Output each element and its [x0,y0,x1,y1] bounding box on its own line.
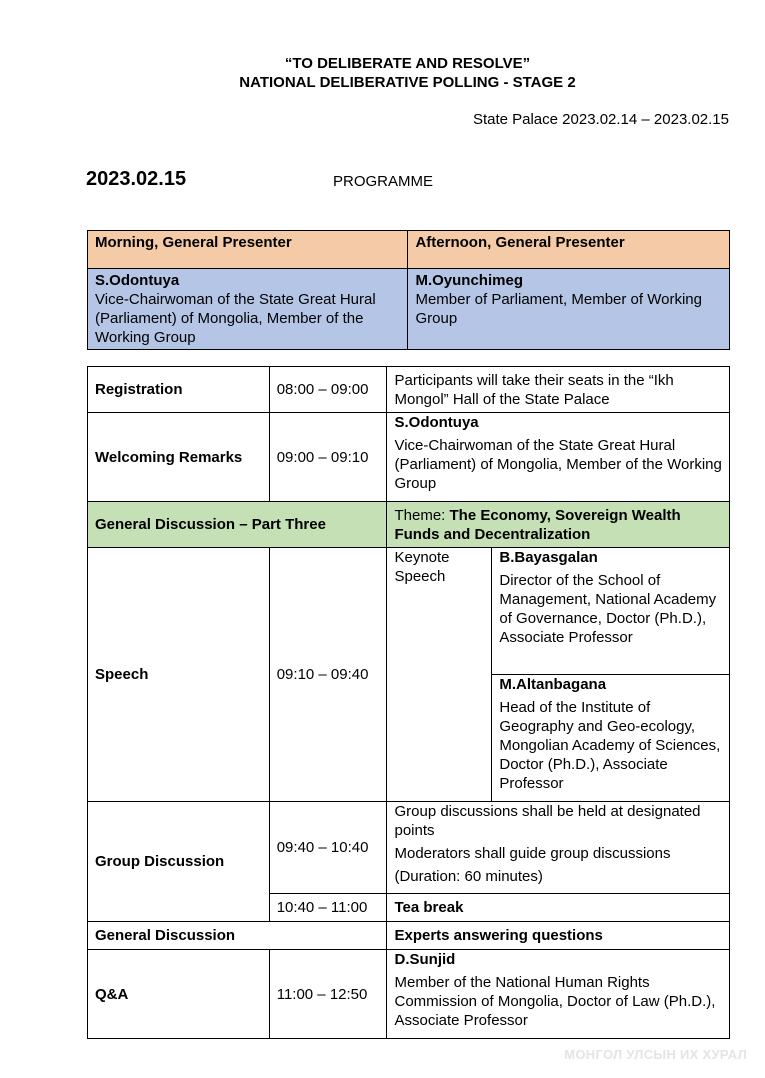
afternoon-presenter-desc: Member of Parliament, Member of Working Group [415,291,702,327]
welcoming-speaker-desc: Vice-Chairwoman of the State Great Hural (Parliament) of Mongolia, Member of the Working Group [394,437,722,492]
morning-presenter-name: S.Odontuya [95,272,180,289]
group-discussion-line-1: Group discussions shall be held at designated points [394,803,701,839]
title-line-2: NATIONAL DELIBERATIVE POLLING - STAGE 2 [239,74,576,91]
registration-label: Registration [88,367,270,413]
welcoming-speaker [387,413,730,502]
speaker-1-name: B.Bayasgalan [499,549,598,566]
group-discussion-line-2: Moderators shall guide group discussions [394,845,671,862]
group-discussion-line-3: (Duration: 60 minutes) [394,868,543,885]
registration-row [88,367,730,413]
programme-date: 2023.02.15 [86,168,187,190]
speech-row-1 [88,548,730,675]
keynote-label: Keynote Speech [387,548,492,802]
morning-presenter-cell [88,269,408,350]
general-discussion-label: General Discussion [88,922,387,950]
morning-presenter-header: Morning, General Presenter [88,231,408,269]
speaker-2-name: M.Altanbagana [499,676,607,693]
document-title [0,54,765,92]
welcoming-row [88,413,730,502]
tea-break-time: 10:40 – 11:00 [269,894,387,922]
group-discussion-label: Group Discussion [88,802,270,922]
group-discussion-time: 09:40 – 10:40 [269,802,387,894]
speech-time: 09:10 – 09:40 [269,548,387,802]
theme-cell [387,502,730,548]
morning-presenter-desc: Vice-Chairwoman of the State Great Hural (Parliament) of Mongolia, Member of the Working Group [95,291,376,346]
general-discussion-part3-label: General Discussion – Part Three [88,502,387,548]
speaker-2 [492,675,730,802]
watermark-text: МОНГОЛ УЛСЫН ИХ ХУРАЛ [564,1047,747,1062]
group-discussion-row [88,802,730,894]
theme-prefix: Theme: [394,506,450,524]
presenters-table [87,230,730,350]
general-discussion-text: Experts answering questions [387,922,730,950]
speech-label: Speech [88,548,270,802]
title-line-1: “TO DELIBERATE AND RESOLVE” [284,55,531,72]
welcoming-speaker-name: S.Odontuya [394,414,479,431]
registration-time: 08:00 – 09:00 [269,367,387,413]
general-discussion-part3-row [88,502,730,548]
afternoon-presenter-header: Afternoon, General Presenter [408,231,730,269]
afternoon-presenter-cell [408,269,730,350]
afternoon-presenter-name: M.Oyunchimeg [415,272,523,289]
qa-label: Q&A [88,950,270,1039]
venue-dates: State Palace 2023.02.14 – 2023.02.15 [472,111,729,128]
programme-table [87,366,730,1039]
programme-heading: PROGRAMME [333,173,434,190]
speaker-2-desc: Head of the Institute of Geography and Geo-ecology, Mongolian Academy of Sciences, Doctor (Ph.D.), Associate Professor [499,699,721,792]
theme-text: The Economy, Sovereign Wealth Funds and Decentralization [394,506,681,543]
welcoming-label: Welcoming Remarks [88,413,270,502]
tea-break-text: Tea break [387,894,730,922]
qa-speaker [387,950,730,1039]
qa-speaker-name: D.Sunjid [394,951,456,968]
welcoming-time: 09:00 – 09:10 [269,413,387,502]
group-discussion-text [387,802,730,894]
registration-text: Participants will take their seats in the “Ikh Mongol” Hall of the State Palace [387,367,730,413]
qa-time: 11:00 – 12:50 [269,950,387,1039]
general-discussion-row [88,922,730,950]
speaker-1-desc: Director of the School of Management, National Academy of Governance, Doctor (Ph.D.), Associate Professor [499,572,717,646]
speaker-1 [492,548,730,675]
qa-row [88,950,730,1039]
qa-speaker-desc: Member of the National Human Rights Commission of Mongolia, Doctor of Law (Ph.D.), Associate Professor [394,974,716,1029]
